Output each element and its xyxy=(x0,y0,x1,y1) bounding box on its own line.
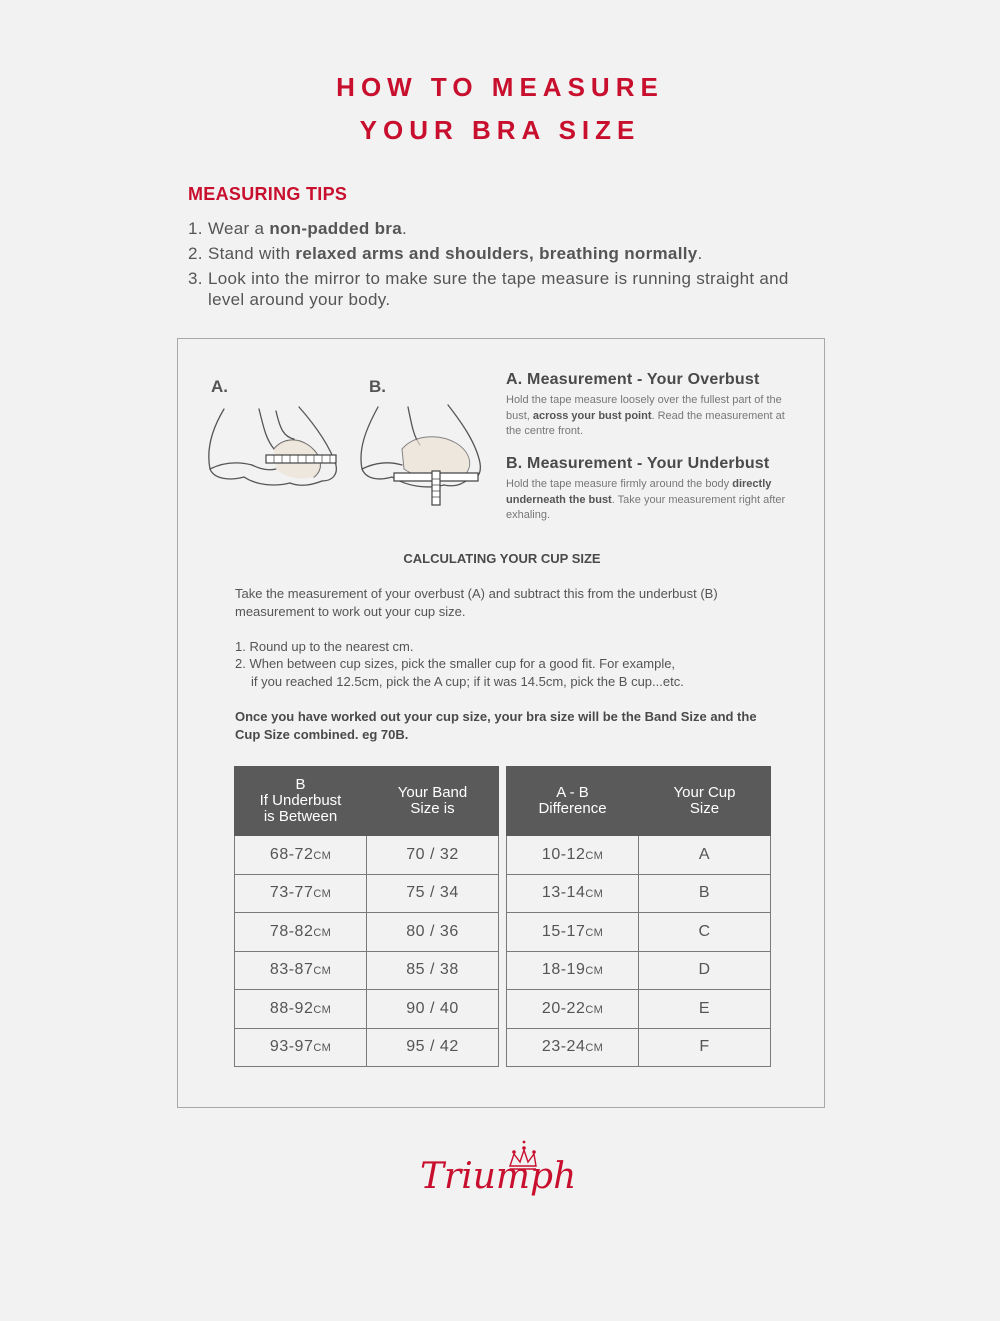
cup-size-cell: F xyxy=(639,1028,771,1067)
difference-range-cell: 18-19CM xyxy=(507,951,639,990)
tip-number: 1. xyxy=(188,219,203,238)
calculation-intro: Take the measurement of your overbust (A) and subtract this from the underbust (B) measurement to work out your cup size. xyxy=(235,586,718,619)
tip-text: Wear a non-padded bra. xyxy=(208,219,407,238)
illustration-label-b: B. xyxy=(369,377,386,396)
underbust-range-cell: 68-72CM xyxy=(235,836,367,875)
column-header-underbust: B If Underbust is Between xyxy=(235,767,367,836)
band-size-table xyxy=(234,766,499,1067)
measuring-tips-heading: MEASURING TIPS xyxy=(188,184,348,204)
tip-text: Look into the mirror to make sure the tape measure is running straight and level around your body. xyxy=(208,269,789,309)
column-header-band-size: Your Band Size is xyxy=(367,767,499,836)
table-row xyxy=(235,1028,499,1067)
tip-item xyxy=(188,268,828,310)
table-row xyxy=(235,951,499,990)
difference-range-cell: 20-22CM xyxy=(507,990,639,1029)
band-size-cell: 85 / 38 xyxy=(367,951,499,990)
calculation-closing-note: Once you have worked out your cup size, your bra size will be the Band Size and the Cup Size combined. eg 70B. xyxy=(235,709,757,742)
measurement-guide-panel xyxy=(177,338,825,1108)
band-size-cell: 80 / 36 xyxy=(367,913,499,952)
band-size-cell: 90 / 40 xyxy=(367,990,499,1029)
table-row xyxy=(507,1028,771,1067)
overbust-illustration xyxy=(204,399,344,499)
table-header-row xyxy=(235,767,499,836)
cup-size-table xyxy=(506,766,771,1067)
cup-size-cell: A xyxy=(639,836,771,875)
band-size-cell: 75 / 34 xyxy=(367,874,499,913)
cup-size-cell: D xyxy=(639,951,771,990)
band-size-cell: 95 / 42 xyxy=(367,1028,499,1067)
tip-number: 3. xyxy=(188,269,203,288)
calculation-step-2: 2. When between cup sizes, pick the smaller cup for a good fit. For example, xyxy=(235,656,676,671)
underbust-measurement-text: Hold the tape measure firmly around the body directly underneath the bust. Take your measurement right after exhaling. xyxy=(506,478,786,521)
underbust-measurement-title: B. Measurement - Your Underbust xyxy=(506,455,770,472)
overbust-measurement-title: A. Measurement - Your Overbust xyxy=(506,371,760,388)
page-title-line-2: YOUR BRA SIZE xyxy=(359,115,641,145)
page-title xyxy=(0,66,1000,152)
table-row xyxy=(235,913,499,952)
overbust-measurement-text: Hold the tape measure loosely over the fullest part of the bust, across your bust point. Read the measurement at the centre front. xyxy=(506,394,785,437)
calculating-cup-size-heading: CALCULATING YOUR CUP SIZE xyxy=(403,551,601,566)
underbust-illustration xyxy=(348,399,488,509)
difference-range-cell: 13-14CM xyxy=(507,874,639,913)
tip-item xyxy=(188,218,828,239)
calculation-step-2-example: if you reached 12.5cm, pick the A cup; if it was 14.5cm, pick the B cup...etc. xyxy=(251,674,684,689)
column-header-cup-size: Your Cup Size xyxy=(639,767,771,836)
table-row xyxy=(235,874,499,913)
cup-size-cell: E xyxy=(639,990,771,1029)
tip-item xyxy=(188,243,828,264)
illustration-label-a: A. xyxy=(211,377,228,396)
table-row xyxy=(235,836,499,875)
brand-logo: Triumph xyxy=(420,1156,577,1197)
difference-range-cell: 10-12CM xyxy=(507,836,639,875)
table-row xyxy=(235,990,499,1029)
cup-size-cell: C xyxy=(639,913,771,952)
table-header-row xyxy=(507,767,771,836)
table-row xyxy=(507,913,771,952)
difference-range-cell: 15-17CM xyxy=(507,913,639,952)
underbust-range-cell: 83-87CM xyxy=(235,951,367,990)
underbust-range-cell: 88-92CM xyxy=(235,990,367,1029)
column-header-difference: A - B Difference xyxy=(507,767,639,836)
tip-number: 2. xyxy=(188,244,203,263)
table-row xyxy=(507,951,771,990)
table-row xyxy=(507,874,771,913)
underbust-range-cell: 93-97CM xyxy=(235,1028,367,1067)
underbust-range-cell: 78-82CM xyxy=(235,913,367,952)
band-size-cell: 70 / 32 xyxy=(367,836,499,875)
difference-range-cell: 23-24CM xyxy=(507,1028,639,1067)
cup-size-cell: B xyxy=(639,874,771,913)
table-row xyxy=(507,836,771,875)
calculation-step-1: 1. Round up to the nearest cm. xyxy=(235,639,414,654)
measuring-tips-list xyxy=(188,218,828,314)
page-title-line-1: HOW TO MEASURE xyxy=(336,72,664,102)
table-row xyxy=(507,990,771,1029)
underbust-range-cell: 73-77CM xyxy=(235,874,367,913)
tip-text: Stand with relaxed arms and shoulders, breathing normally. xyxy=(208,244,703,263)
